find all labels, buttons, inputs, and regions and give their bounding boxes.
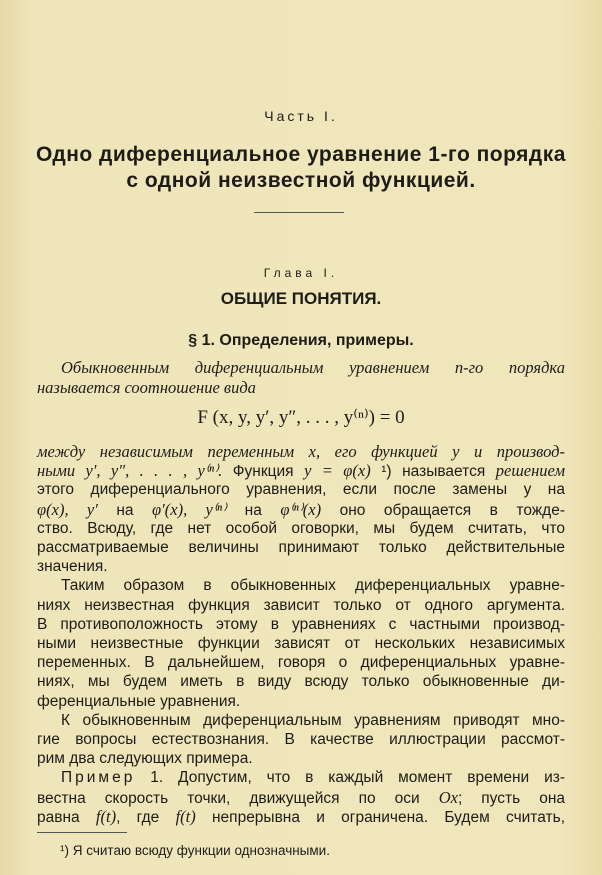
text-span: на bbox=[226, 501, 281, 519]
text-span: на bbox=[97, 501, 153, 519]
text-span: , где bbox=[116, 808, 176, 826]
text-line bbox=[37, 519, 565, 538]
part-heading: Часть I. bbox=[264, 108, 338, 124]
text-span: К обыкновенным диференциальным уравнениям приводят мно- bbox=[61, 711, 565, 729]
text-span: переменных. В дальнейшем, говоря о диференциальных уравне- bbox=[37, 654, 565, 672]
text-span: вестна скорость точки, движущейся по оси bbox=[37, 789, 439, 807]
text-span: этого диференциального уравнения, если после замены bbox=[37, 481, 524, 499]
text-span: y bbox=[523, 481, 532, 499]
text-line bbox=[37, 480, 565, 499]
text-span: ¹) называется bbox=[370, 463, 496, 481]
text-line bbox=[37, 672, 565, 691]
italic-text: φ(x), y′ bbox=[37, 499, 98, 519]
italic-text: ными y′, y″, . . . , y⁽ⁿ⁾. bbox=[37, 461, 223, 481]
italic-text: f(t) bbox=[175, 806, 196, 826]
text-line bbox=[37, 807, 565, 827]
italic-text: между независимым переменным x, его функцией y и производ- bbox=[37, 442, 565, 461]
text-line bbox=[37, 378, 565, 398]
text-span: ; пусть она bbox=[457, 789, 565, 807]
text-line bbox=[37, 576, 565, 595]
text-span: на bbox=[531, 481, 565, 499]
part-title bbox=[0, 142, 602, 194]
text-line bbox=[37, 711, 565, 730]
text-line bbox=[37, 461, 565, 481]
text-span: Таким образом в обыкновенных диференциальных уравне- bbox=[61, 577, 565, 595]
text-line bbox=[37, 615, 565, 634]
text-span: ниях неизвестная функция зависит только от одного аргумента. bbox=[37, 596, 565, 614]
part-title-line: Одно диференциальное уравнение 1-го порядка bbox=[36, 143, 566, 166]
text-line bbox=[37, 692, 565, 711]
italic-text: Обыкновенным диференциальным уравнением n-го порядка bbox=[61, 358, 565, 377]
italic-text: φ⁽ⁿ⁾(x) bbox=[280, 499, 322, 519]
italic-text: f(t) bbox=[95, 806, 117, 826]
text-line bbox=[37, 538, 565, 557]
text-line bbox=[37, 730, 565, 749]
text-line bbox=[37, 634, 565, 653]
text-span: В противоположность этому в уравнениях с частными производ- bbox=[37, 615, 565, 633]
text-span: ференциальные уравнения. bbox=[37, 692, 241, 710]
divider bbox=[254, 212, 344, 213]
text-span: ство. Всюду, где нет особой оговорки, мы будем считать, что bbox=[37, 519, 565, 537]
text-span: Функция bbox=[222, 463, 305, 481]
part-title-line: с одной неизвестной функцией. bbox=[126, 169, 476, 192]
text-line bbox=[37, 788, 565, 808]
text-span: рассматриваемые величины принимают только действительные bbox=[37, 539, 565, 556]
footnote-divider bbox=[37, 832, 127, 833]
text-line bbox=[37, 596, 565, 615]
chapter-title: ОБЩИЕ ПОНЯТИЯ. bbox=[220, 289, 382, 308]
footnote: ¹) Я считаю всюду функции однозначными. bbox=[60, 843, 330, 858]
italic-text: Ox bbox=[438, 787, 458, 807]
text-span: оно обращается в тожде- bbox=[321, 501, 565, 519]
text-span: гие вопросы естествознания. В качестве иллюстрации рассмот- bbox=[37, 731, 565, 748]
italic-text: φ′(x), y⁽ⁿ⁾ bbox=[152, 499, 227, 519]
text-span: ниях, мы будем иметь в виду всюду только обыкновенные ди- bbox=[37, 673, 565, 691]
text-line bbox=[37, 557, 565, 576]
text-line bbox=[37, 653, 565, 672]
formula: F (x, y, y′, y″, . . . , y⁽ⁿ⁾) = 0 bbox=[197, 407, 405, 428]
text-span: равна bbox=[37, 808, 96, 826]
text-line bbox=[37, 768, 565, 787]
text-span: ными неизвестные функции зависят от нескольких независимых bbox=[37, 635, 565, 652]
italic-text: решением bbox=[495, 461, 565, 481]
text-line bbox=[37, 500, 565, 520]
text-line bbox=[37, 358, 565, 378]
section-title: § 1. Определения, примеры. bbox=[188, 332, 414, 349]
text-span: рим два следующих примера. bbox=[37, 750, 253, 768]
text-span: непрерывна и ограничена. Будем считать, bbox=[195, 808, 565, 826]
text-span: Пример bbox=[61, 769, 136, 787]
italic-text: y = φ(x) bbox=[304, 461, 371, 481]
text-span: 1. Допустим, что в каждый момент времени из- bbox=[135, 769, 565, 787]
italic-text: называется соотношение вида bbox=[37, 378, 256, 397]
text-line bbox=[37, 442, 565, 462]
text-line bbox=[37, 749, 565, 768]
text-span: значения. bbox=[37, 558, 108, 576]
chapter-heading: Глава I. bbox=[263, 266, 339, 280]
